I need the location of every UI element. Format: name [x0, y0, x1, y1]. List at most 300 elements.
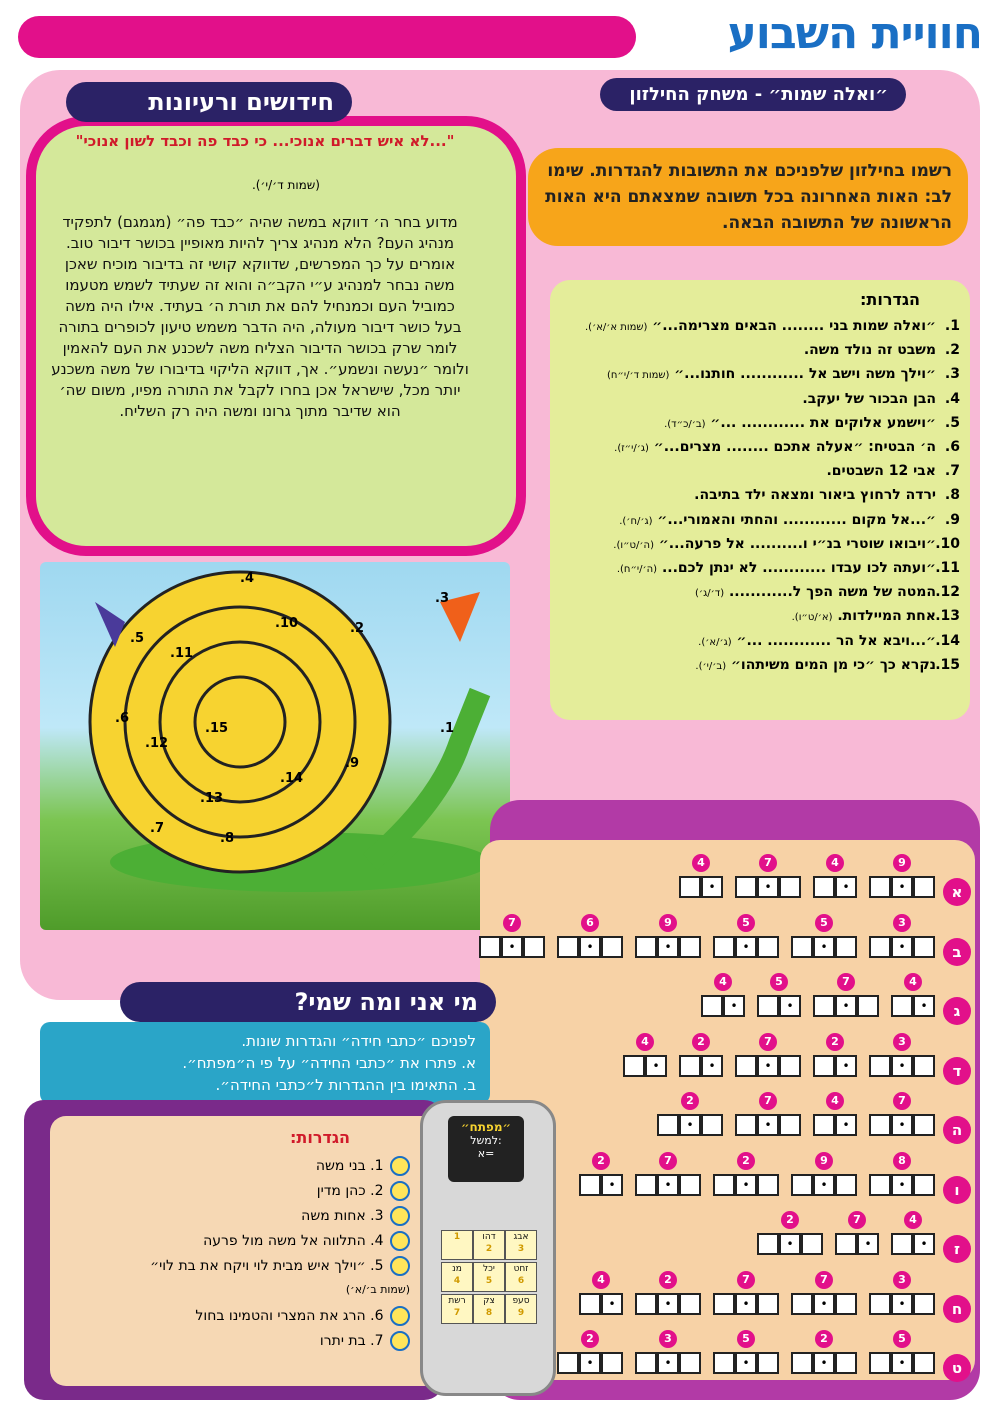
cipher-box[interactable] [801, 1233, 823, 1255]
snail-number: .8 [220, 831, 234, 846]
cipher-box[interactable] [601, 1352, 623, 1374]
cipher-word[interactable] [891, 995, 935, 1019]
clue-text: ״ויבואו שוטרי בנ״י ו.......... אל פרעה...״ [653, 535, 936, 552]
key-letters: זחט [513, 1264, 529, 1274]
cipher-word[interactable] [869, 936, 935, 960]
cipher-box[interactable]: • [835, 1114, 857, 1136]
cipher-word[interactable] [791, 1293, 857, 1317]
definition-item [30, 1156, 410, 1176]
cipher-box[interactable] [779, 1114, 801, 1136]
cipher-box[interactable] [869, 1114, 891, 1136]
clue-item [560, 318, 960, 334]
phone-key-button[interactable] [473, 1262, 505, 1292]
cipher-word[interactable] [679, 876, 723, 900]
phone-key-button[interactable] [505, 1294, 537, 1324]
definition-number: 4. [365, 1233, 388, 1249]
phone-screen [448, 1116, 524, 1182]
definition-item [30, 1256, 410, 1276]
key-letters: דהו [482, 1232, 496, 1242]
cipher-word[interactable] [635, 1174, 701, 1198]
cipher-box[interactable] [579, 1174, 601, 1196]
cipher-word[interactable] [813, 1114, 857, 1138]
clue-text: ירדה לרחוץ ביאור ומצאה ילד בתיבה. [694, 487, 936, 504]
clue-source: (ד׳/ג׳) [695, 588, 725, 600]
snail-shell [90, 572, 390, 872]
word-number-badge: 4 [826, 854, 844, 872]
clue-source: (ב׳/כ״ד). [664, 418, 706, 430]
clue-item [560, 633, 960, 649]
cipher-box[interactable]: • [735, 1293, 757, 1315]
cipher-word[interactable] [757, 995, 801, 1019]
cipher-box[interactable]: • [735, 936, 757, 958]
snail-number: .4 [240, 571, 254, 586]
cipher-box[interactable]: • [835, 995, 857, 1017]
cipher-box[interactable] [813, 1055, 835, 1077]
cipher-box[interactable]: • [813, 1352, 835, 1374]
cipher-box[interactable] [523, 936, 545, 958]
cipher-box[interactable]: • [779, 995, 801, 1017]
answer-circle[interactable] [390, 1206, 410, 1226]
word-number-badge: 2 [692, 1033, 710, 1051]
answer-circle[interactable] [390, 1231, 410, 1251]
word-number-badge: 7 [848, 1211, 866, 1229]
cipher-word[interactable] [735, 876, 801, 900]
snail-number: .12 [145, 736, 169, 751]
cipher-box[interactable]: • [813, 936, 835, 958]
cipher-box[interactable] [735, 876, 757, 898]
word-number-badge: 7 [503, 914, 521, 932]
snail-number: .3 [435, 591, 449, 606]
cipher-box[interactable] [869, 1352, 891, 1374]
cipher-box[interactable]: • [891, 1352, 913, 1374]
crossword-instructions: רשמו בחילזון שלפניכם את התשובות להגדרות. שימו לב: האות האחרונה בכל תשובה שמצאתם היא האות הראשונה של התשובה הבאה. [528, 148, 968, 246]
cipher-box[interactable] [869, 1055, 891, 1077]
clue-item [560, 560, 960, 576]
cipher-box[interactable]: • [579, 936, 601, 958]
clue-text: ה׳ הבטיח: ״אעלה אתכם ........ מצרים...״ [648, 439, 936, 455]
cipher-box[interactable]: • [891, 936, 913, 958]
word-number-badge: 4 [714, 973, 732, 991]
word-number-badge: 2 [815, 1330, 833, 1348]
clue-text: הבן הבכור של יעקב. [802, 390, 936, 407]
row-letter: ו [943, 1176, 971, 1204]
cipher-box[interactable]: • [657, 1174, 679, 1196]
cipher-word[interactable] [713, 1352, 779, 1376]
cipher-box[interactable] [635, 1174, 657, 1196]
cipher-box[interactable] [835, 1233, 857, 1255]
clue-number: 9. [944, 511, 960, 528]
cipher-word[interactable] [713, 1174, 779, 1198]
cipher-box[interactable] [835, 1174, 857, 1196]
cipher-box[interactable] [557, 1352, 579, 1374]
phone-key-button[interactable] [441, 1294, 473, 1324]
clue-number: 1. [944, 318, 960, 334]
definition-text: בני משה [315, 1158, 366, 1174]
cipher-box[interactable] [913, 1174, 935, 1196]
cipher-box[interactable]: • [579, 1352, 601, 1374]
cipher-word[interactable] [869, 1174, 935, 1198]
snail-number: .11 [170, 646, 194, 661]
cipher-box[interactable] [701, 1114, 723, 1136]
cipher-box[interactable] [791, 1293, 813, 1315]
word-number-badge: 5 [770, 973, 788, 991]
cipher-word[interactable] [735, 1055, 801, 1079]
cipher-box[interactable] [713, 1352, 735, 1374]
cipher-box[interactable] [735, 1114, 757, 1136]
key-digit: 5 [485, 1276, 493, 1286]
cipher-box[interactable] [813, 876, 835, 898]
row-letter: ד [943, 1057, 971, 1085]
cipher-box[interactable] [635, 936, 657, 958]
cipher-box[interactable]: • [891, 1174, 913, 1196]
row-letter: ח [943, 1295, 971, 1323]
ideas-body: מדוע בחר ה׳ דווקא במשה שהיה ״כבד פה״ (מגמגם) לתפקיד מנהיג העם? הלא מנהיג צריך להיות מאופיין בכושר דיבור טוב. אומרים על כך המפרשים, שדווקא קושי זה בדיבור מוכיח שאכן משה נבחר למנהיג ע״י הקב״ה והוא זה שעתיד לשמש מטעמו כמוביל העם וכמנחיל להם את תורת ה׳ בעתיד. אילו היה משה בעל כושר דיבור מעולה, היה הדבר משמש טיעון לכופרים בתורה לומר שרק בכושר הדיבור הצליח משה לשכנע את העם להאמין ולומר ״נעשה ונשמע״. אך, דווקא הליקוי בדיבורו של משה משכנע יותר מכל, שישראל אכן בחרו לקבל את התורה מפיו, משום שה׳ הוא שדיבר מתוך גרונו ומשה היה רק השליח. [51, 213, 469, 420]
phone-key-button[interactable] [441, 1230, 473, 1260]
snail-number: .13 [200, 791, 224, 806]
definition-item [30, 1206, 410, 1226]
cipher-word[interactable] [791, 1352, 857, 1376]
cipher-box[interactable] [913, 1293, 935, 1315]
cipher-box[interactable] [579, 1293, 601, 1315]
cipher-box[interactable] [657, 1114, 679, 1136]
clue-number: 15. [935, 656, 960, 673]
word-number-badge: 3 [893, 914, 911, 932]
cipher-box[interactable]: • [891, 1055, 913, 1077]
cipher-box[interactable] [891, 995, 913, 1017]
word-number-badge: 7 [759, 854, 777, 872]
cipher-word[interactable] [757, 1233, 823, 1257]
clue-number: 14. [935, 632, 960, 649]
row-letter: ג [943, 997, 971, 1025]
cipher-box[interactable]: • [645, 1055, 667, 1077]
key-letters: צק [483, 1296, 495, 1306]
cipher-box[interactable] [757, 936, 779, 958]
cipher-box[interactable]: • [735, 1174, 757, 1196]
word-number-badge: 6 [581, 914, 599, 932]
word-number-badge: 8 [893, 1152, 911, 1170]
key-letters: יכל [483, 1264, 495, 1274]
clue-source: (ג׳/ח׳). [619, 515, 653, 527]
who-instruction-line: ב. התאימו בין ההגדרות ל״כתבי החידה״. [215, 1076, 476, 1094]
key-digit: 8 [485, 1308, 493, 1318]
cipher-box[interactable] [757, 1174, 779, 1196]
cipher-box[interactable]: • [891, 1293, 913, 1315]
cipher-box[interactable]: • [813, 1174, 835, 1196]
cipher-box[interactable] [869, 1174, 891, 1196]
definition-number: 1. [365, 1158, 388, 1174]
clue-number: 4. [944, 390, 960, 407]
phone-example-value: א= [477, 1147, 495, 1160]
snail-number: .6 [115, 711, 129, 726]
cipher-word[interactable] [557, 1352, 623, 1376]
clue-item [560, 391, 960, 407]
snail-number: .9 [345, 756, 359, 771]
cipher-box[interactable] [791, 1174, 813, 1196]
cipher-box[interactable]: • [757, 1114, 779, 1136]
cipher-box[interactable] [679, 1174, 701, 1196]
cipher-box[interactable] [791, 1352, 813, 1374]
cipher-box[interactable]: • [657, 1293, 679, 1315]
cipher-word[interactable] [679, 1055, 723, 1079]
cipher-word[interactable] [791, 1174, 857, 1198]
word-number-badge: 2 [737, 1152, 755, 1170]
clue-number: 11. [935, 560, 960, 576]
snail-number: .1 [440, 721, 454, 736]
cipher-word[interactable] [479, 936, 545, 960]
clue-text: ״וילך משה וישב אל ............ חותנו...״ [669, 366, 936, 383]
row-letter: ב [943, 938, 971, 966]
cipher-box[interactable]: • [779, 1233, 801, 1255]
word-number-badge: 7 [759, 1092, 777, 1110]
cipher-box[interactable]: • [835, 1055, 857, 1077]
cipher-word[interactable] [579, 1293, 623, 1317]
cipher-box[interactable] [757, 1293, 779, 1315]
cipher-box[interactable] [869, 1293, 891, 1315]
cipher-box[interactable] [813, 1114, 835, 1136]
clue-number: 10. [935, 535, 960, 552]
cipher-box[interactable] [713, 1293, 735, 1315]
cipher-box[interactable]: • [723, 995, 745, 1017]
cipher-word[interactable] [635, 1293, 701, 1317]
word-number-badge: 3 [659, 1330, 677, 1348]
cipher-box[interactable]: • [701, 876, 723, 898]
clue-text: משבט זה נולד משה. [803, 342, 936, 359]
cipher-box[interactable] [679, 1352, 701, 1374]
clue-text: ״...אל מקום ............ והחתי והאמורי...״ [652, 511, 936, 528]
word-number-badge: 5 [737, 1330, 755, 1348]
row-letter: ז [943, 1235, 971, 1263]
word-number-badge: 5 [893, 1330, 911, 1348]
cipher-box[interactable] [601, 936, 623, 958]
clue-item [560, 463, 960, 479]
definition-number: 7. [365, 1333, 388, 1349]
cipher-box[interactable] [913, 936, 935, 958]
word-number-badge: 7 [837, 973, 855, 991]
cipher-box[interactable] [635, 1293, 657, 1315]
clue-item [560, 342, 960, 358]
cipher-box[interactable]: • [857, 1233, 879, 1255]
clue-source: (ג׳/א׳). [698, 636, 732, 648]
definition-item [30, 1306, 410, 1326]
cipher-box[interactable] [679, 936, 701, 958]
cipher-word[interactable] [813, 876, 857, 900]
clue-source: (שמות ד׳/י״ח) [607, 370, 670, 382]
clue-item [560, 512, 960, 528]
phone-key-button[interactable] [505, 1230, 537, 1260]
cipher-word[interactable] [869, 1352, 935, 1376]
cipher-box[interactable] [791, 936, 813, 958]
word-number-badge: 2 [826, 1033, 844, 1051]
cipher-box[interactable] [835, 936, 857, 958]
cipher-box[interactable]: • [679, 1114, 701, 1136]
cipher-box[interactable]: • [735, 1352, 757, 1374]
answer-circle[interactable] [390, 1156, 410, 1176]
who-title: מי אני ומה שמי? [120, 982, 496, 1022]
answer-circle[interactable] [390, 1306, 410, 1326]
cipher-box[interactable] [479, 936, 501, 958]
phone-key-button[interactable] [441, 1262, 473, 1292]
cipher-box[interactable] [857, 995, 879, 1017]
cipher-box[interactable] [779, 876, 801, 898]
cipher-box[interactable] [835, 1352, 857, 1374]
clue-text: נקרא כך ״כי מן המים משיתהו״ [726, 656, 936, 673]
cipher-word[interactable] [623, 1055, 667, 1079]
cipher-word[interactable] [713, 936, 779, 960]
cipher-word[interactable] [579, 1174, 623, 1198]
cipher-box[interactable]: • [913, 1233, 935, 1255]
key-digit: 7 [453, 1308, 461, 1318]
cipher-box[interactable]: • [701, 1055, 723, 1077]
cipher-word[interactable] [713, 1293, 779, 1317]
word-number-badge: 2 [659, 1271, 677, 1289]
snail-illustration [40, 562, 510, 930]
who-instruction-line: לפניכם ״כתבי חידה״ והגדרות שונות. [241, 1032, 476, 1050]
clue-item [560, 608, 960, 624]
cipher-box[interactable] [679, 1293, 701, 1315]
cipher-word[interactable] [869, 1293, 935, 1317]
cipher-box[interactable]: • [757, 876, 779, 898]
key-digit: 4 [453, 1276, 461, 1286]
definition-text: (שמות ב׳/א׳) [345, 1283, 410, 1296]
clue-item [560, 657, 960, 673]
key-letters: מנ [452, 1264, 462, 1274]
clue-text: ״ואלה שמות בני ........ הבאים מצרימה...״ [647, 318, 936, 334]
definition-number: 2. [365, 1183, 388, 1199]
cipher-box[interactable] [701, 995, 723, 1017]
snail-number: .10 [275, 616, 299, 631]
cipher-box[interactable] [623, 1055, 645, 1077]
cipher-box[interactable] [713, 1174, 735, 1196]
cipher-box[interactable]: • [813, 1293, 835, 1315]
cipher-box[interactable] [913, 1352, 935, 1374]
phone-key-button[interactable] [473, 1294, 505, 1324]
snail-number: .7 [150, 821, 164, 836]
cipher-box[interactable]: • [501, 936, 523, 958]
cipher-box[interactable] [913, 1114, 935, 1136]
ideas-quote: "...לא איש דברים אנוכי... כי כבד פה וכבד לשון אנוכי" [75, 132, 455, 150]
definition-text: אחות משה [301, 1208, 366, 1224]
cipher-word[interactable] [835, 1233, 879, 1257]
definition-text: בת יתרו [319, 1333, 366, 1349]
cipher-box[interactable]: • [601, 1293, 623, 1315]
cipher-word[interactable] [791, 936, 857, 960]
row-letter: ה [943, 1116, 971, 1144]
cipher-box[interactable]: • [657, 936, 679, 958]
cipher-box[interactable]: • [657, 1352, 679, 1374]
cipher-box[interactable] [891, 1233, 913, 1255]
cipher-box[interactable] [835, 1293, 857, 1315]
word-number-badge: 2 [681, 1092, 699, 1110]
key-letters: רשת [448, 1296, 466, 1306]
cipher-box[interactable] [679, 876, 701, 898]
answer-circle[interactable] [390, 1331, 410, 1351]
clue-text: אבי 12 השבטים. [826, 463, 936, 480]
cipher-word[interactable] [869, 1055, 935, 1079]
cipher-box[interactable] [913, 1055, 935, 1077]
clue-item [560, 487, 960, 503]
word-number-badge: 4 [592, 1271, 610, 1289]
cipher-word[interactable] [701, 995, 745, 1019]
clue-text: ״ועתה לכו עבדו ............ לא ינתן לכם... [657, 560, 936, 576]
cipher-box[interactable] [757, 1233, 779, 1255]
definition-item [30, 1181, 410, 1201]
cipher-box[interactable] [779, 1055, 801, 1077]
phone-key-button[interactable] [473, 1230, 505, 1260]
cipher-word[interactable] [557, 936, 623, 960]
cipher-word[interactable] [635, 936, 701, 960]
cipher-word[interactable] [869, 876, 935, 900]
word-number-badge: 7 [893, 1092, 911, 1110]
cipher-word[interactable] [813, 1055, 857, 1079]
clue-item [560, 366, 960, 382]
cipher-box[interactable] [735, 1055, 757, 1077]
word-number-badge: 3 [893, 1033, 911, 1051]
phone-key-button[interactable] [505, 1262, 537, 1292]
cipher-box[interactable] [713, 936, 735, 958]
phone-example-label: למשל: [470, 1134, 502, 1147]
cipher-box[interactable]: • [891, 1114, 913, 1136]
word-number-badge: 4 [692, 854, 710, 872]
cipher-box[interactable] [757, 1352, 779, 1374]
word-number-badge: 2 [781, 1211, 799, 1229]
cipher-box[interactable]: • [601, 1174, 623, 1196]
answer-circle[interactable] [390, 1181, 410, 1201]
cipher-box[interactable] [635, 1352, 657, 1374]
clue-source: (שמות א׳/א׳). [584, 322, 648, 333]
word-number-badge: 9 [659, 914, 677, 932]
ideas-quote-source: (שמות ד׳/י׳). [251, 178, 320, 192]
word-number-badge: 4 [636, 1033, 654, 1051]
clue-item [560, 415, 960, 431]
definition-text: ״וילך איש מבית לוי ויקח את בת לוי״ [150, 1258, 366, 1274]
snail-number: .2 [350, 621, 364, 636]
cipher-word[interactable] [635, 1352, 701, 1376]
cipher-box[interactable] [557, 936, 579, 958]
cipher-box[interactable]: • [835, 876, 857, 898]
key-digit: 9 [517, 1308, 525, 1318]
cipher-word[interactable] [813, 995, 879, 1019]
key-digit: 1 [453, 1232, 461, 1242]
clue-text: ״...ויבא אל הר ............ ...״ [731, 632, 936, 649]
cipher-word[interactable] [869, 1114, 935, 1138]
clue-number: 5. [944, 414, 960, 431]
definition-item [30, 1331, 410, 1351]
clues-title: הגדרות: [860, 290, 920, 309]
answer-circle[interactable] [390, 1256, 410, 1276]
clue-source: (א׳/ט״ו). [791, 612, 833, 624]
cipher-word[interactable] [657, 1114, 723, 1138]
key-letters: סעפ [512, 1296, 530, 1306]
cipher-box[interactable] [869, 876, 891, 898]
cipher-box[interactable]: • [757, 1055, 779, 1077]
cipher-box[interactable]: • [913, 995, 935, 1017]
cipher-box[interactable]: • [891, 876, 913, 898]
word-number-badge: 4 [904, 1211, 922, 1229]
cipher-box[interactable] [869, 936, 891, 958]
who-instructions [40, 1022, 490, 1104]
cipher-box[interactable] [813, 995, 835, 1017]
word-number-badge: 9 [815, 1152, 833, 1170]
cipher-word[interactable] [891, 1233, 935, 1257]
cipher-box[interactable] [757, 995, 779, 1017]
cipher-box[interactable] [679, 1055, 701, 1077]
clue-number: 2. [944, 342, 960, 359]
cipher-box[interactable] [913, 876, 935, 898]
snail-number: .5 [130, 631, 144, 646]
cipher-word[interactable] [735, 1114, 801, 1138]
word-number-badge: 7 [737, 1271, 755, 1289]
clue-number: 12. [935, 584, 960, 601]
